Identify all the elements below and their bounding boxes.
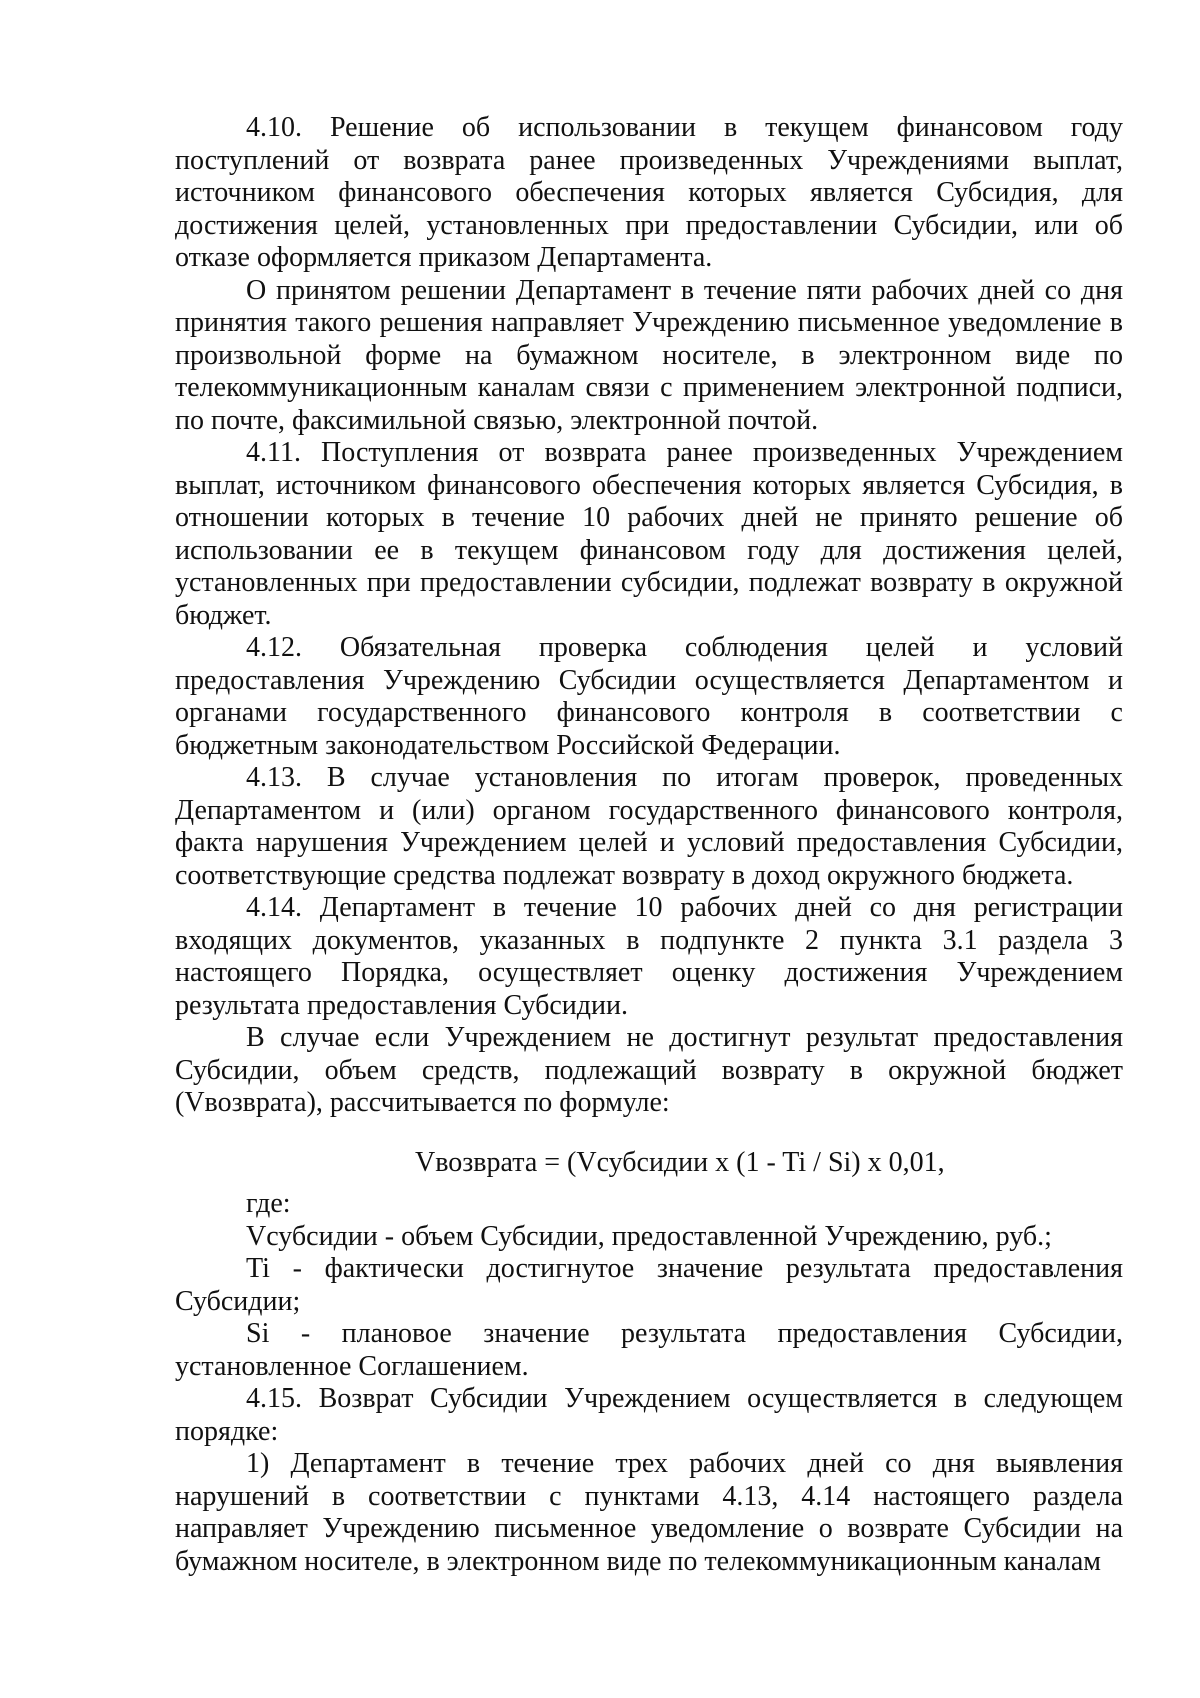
paragraph-4-12: 4.12. Обязательная проверка соблюдения целей и условий предоставления Учреждению Субсидии осуществляется Департаментом и органами государственного финансового контроля в соответствии с бюджетным законодательством Российской Федерации. (175, 632, 1123, 761)
paragraph-item-1: 1) Департамент в течение трех рабочих дней со дня выявления нарушений в соответствии с пунктами 4.13, 4.14 настоящего раздела направляет Учреждению письменное уведомление о возврате Субсидии на бумажном носителе, в электронном виде по телекоммуникационным каналам (175, 1448, 1123, 1577)
paragraph-4-15: 4.15. Возврат Субсидии Учреждением осуществляется в следующем порядке: (175, 1383, 1123, 1447)
paragraph-decision-notice: О принятом решении Департамент в течение пяти рабочих дней со дня принятия такого решения направляет Учреждению письменное уведомление в произвольной форме на бумажном носителе, в электронном виде по телекоммуникационным каналам связи с применением электронной подписи, по почте, факсимильной связью, электронной почтой. (175, 274, 1123, 436)
return-formula: Vвозврата = (Vсубсидии x (1 - Ti / Si) x 0,01, (415, 1146, 945, 1178)
paragraph-4-14: 4.14. Департамент в течение 10 рабочих дней со дня регистрации входящих документов, указанных в подпункте 2 пункта 3.1 раздела 3 настоящего Порядка, осуществляет оценку достижения Учреждением результата предоставления Субсидии. (175, 892, 1123, 1021)
paragraph-4-11: 4.11. Поступления от возврата ранее произведенных Учреждением выплат, источником финансового обеспечения которых является Субсидия, в отношении которых в течение 10 рабочих дней не принято решение об использовании ее в текущем финансовом году для достижения целей, установленных при предоставлении субсидии, подлежат возврату в окружной бюджет. (175, 437, 1123, 631)
paragraph-4-10: 4.10. Решение об использовании в текущем финансовом году поступлений от возврата ранее произведенных Учреждениями выплат, источником финансового обеспечения которых является Субсидия, для достижения целей, установленных при предоставлении Субсидии, или об отказе оформляется приказом Департамента. (175, 112, 1123, 273)
paragraph-formula-intro: В случае если Учреждением не достигнут результат предоставления Субсидии, объем средств, подлежащий возврату в окружной бюджет (Vвозврата), рассчитывается по формуле: (175, 1022, 1123, 1118)
definition-ti: Ti - фактически достигнутое значение результата предоставления Субсидии; (175, 1253, 1123, 1317)
document-page (175, 112, 1123, 1578)
formula-where-label: где: (246, 1188, 291, 1219)
definition-v-subsidy: Vсубсидии - объем Субсидии, предоставленной Учреждению, руб.; (246, 1220, 1052, 1252)
definition-si: Si - плановое значение результата предоставления Субсидии, установленное Соглашением. (175, 1318, 1123, 1382)
paragraph-4-13: 4.13. В случае установления по итогам проверок, проведенных Департаментом и (или) органом государственного финансового контроля, факта нарушения Учреждением целей и условий предоставления Субсидии, соответствующие средства подлежат возврату в доход окружного бюджета. (175, 762, 1123, 891)
